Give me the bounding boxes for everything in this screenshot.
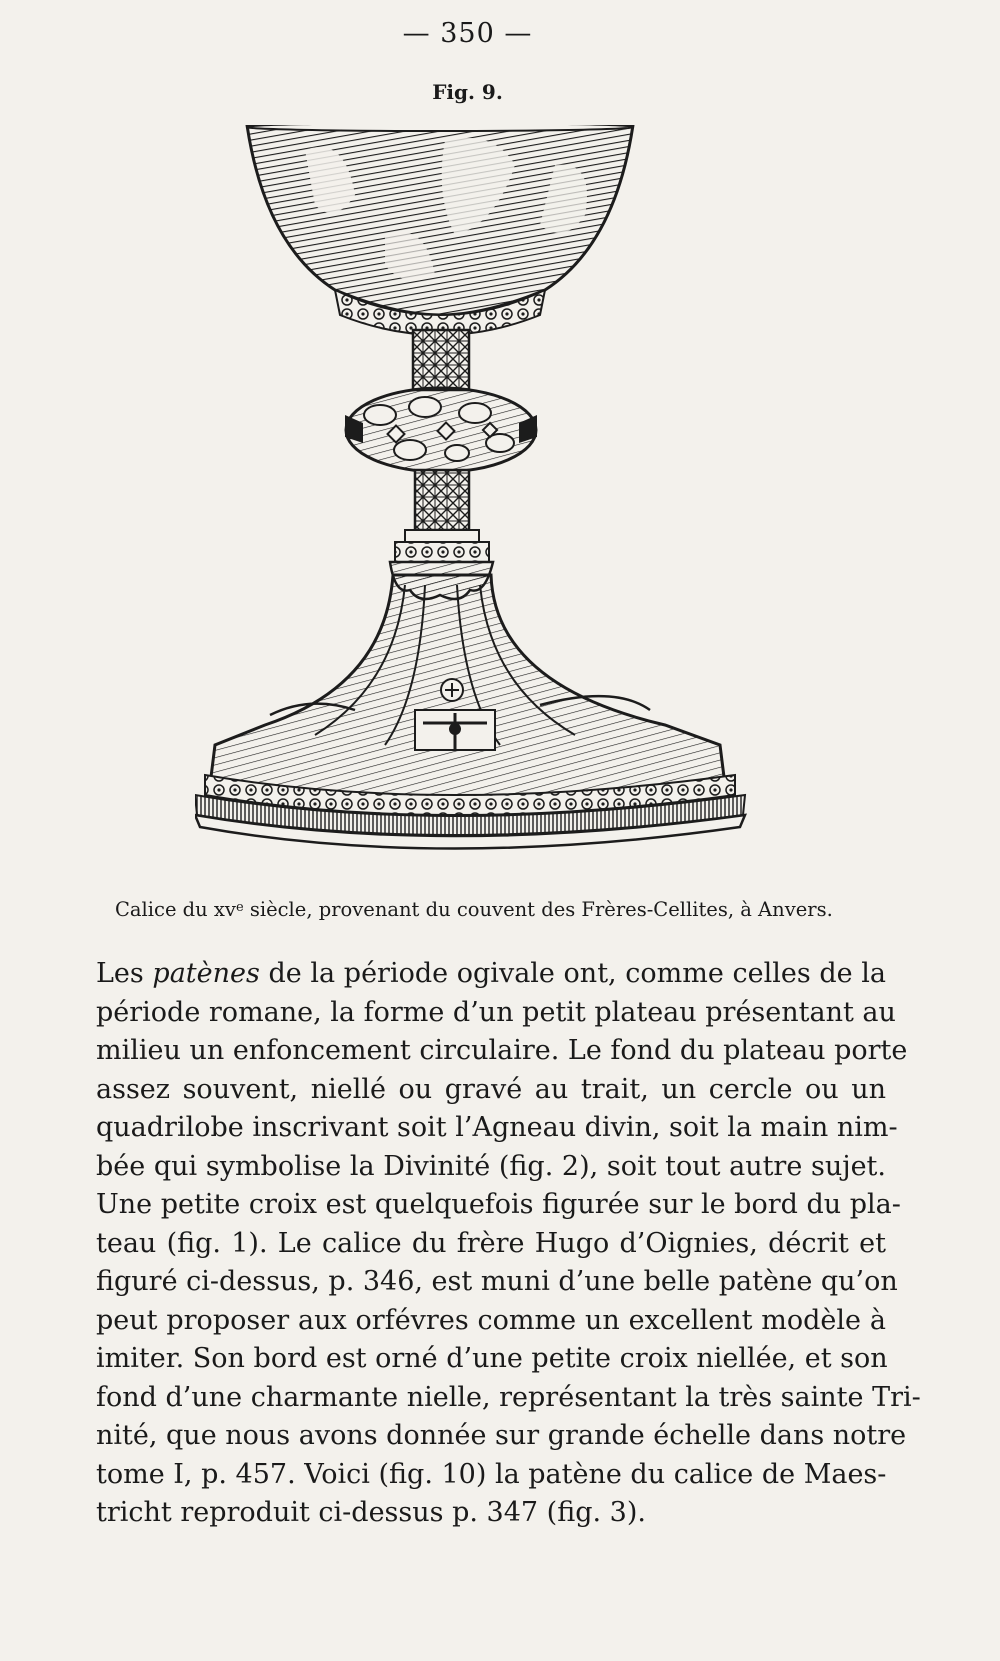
- text-line: peut proposer aux orfévres comme un excellent modèle à: [96, 1304, 886, 1336]
- figure-caption: [115, 898, 875, 921]
- caption-superscript: e: [235, 900, 244, 915]
- text-line: milieu un enfoncement circulaire. Le fond du plateau porte: [96, 1035, 908, 1066]
- figure-label: Fig. 9.: [432, 80, 503, 104]
- text-line: assez souvent, niellé ou gravé au trait, un cercle ou un: [96, 1073, 886, 1105]
- text-line: nité, que nous avons donnée sur grande échelle dans notre: [96, 1420, 907, 1451]
- caption-suffix: siècle, provenant du couvent des Frères-Cellites, à Anvers.: [243, 898, 833, 921]
- chalice-illustration: [195, 125, 775, 885]
- text-line: teau (fig. 1). Le calice du frère Hugo d’Oignies, décrit et: [96, 1227, 886, 1259]
- text-line: quadrilobe inscrivant soit l’Agneau divin, soit la main nim-: [96, 1112, 898, 1143]
- text-line: tome I, p. 457. Voici (fig. 10) la patène du calice de Maes-: [96, 1458, 887, 1490]
- text-line: imiter. Son bord est orné d’une petite croix niellée, et son: [96, 1343, 888, 1374]
- text-line: figuré ci-dessus, p. 346, est muni d’une belle patène qu’on: [96, 1266, 898, 1297]
- text-line-end: de la période ogivale ont, comme celles de la: [259, 958, 886, 989]
- text-line: tricht reproduit ci-dessus p. 347 (fig. 3).: [96, 1497, 646, 1528]
- text-line: Une petite croix est quelquefois figurée sur le bord du pla-: [96, 1189, 901, 1220]
- text-line-start: Les: [96, 958, 153, 989]
- text-line: [96, 955, 886, 994]
- italic-term: patènes: [152, 958, 260, 989]
- body-paragraph: [96, 955, 921, 1533]
- page-number: — 350 —: [402, 18, 533, 49]
- text-line: fond d’une charmante nielle, représentant la très sainte Tri-: [96, 1381, 921, 1413]
- text-line: période romane, la forme d’un petit plateau présentant au: [96, 996, 896, 1028]
- text-line: bée qui symbolise la Divinité (fig. 2), soit tout autre sujet.: [96, 1150, 886, 1182]
- caption-prefix: Calice du xv: [115, 898, 236, 921]
